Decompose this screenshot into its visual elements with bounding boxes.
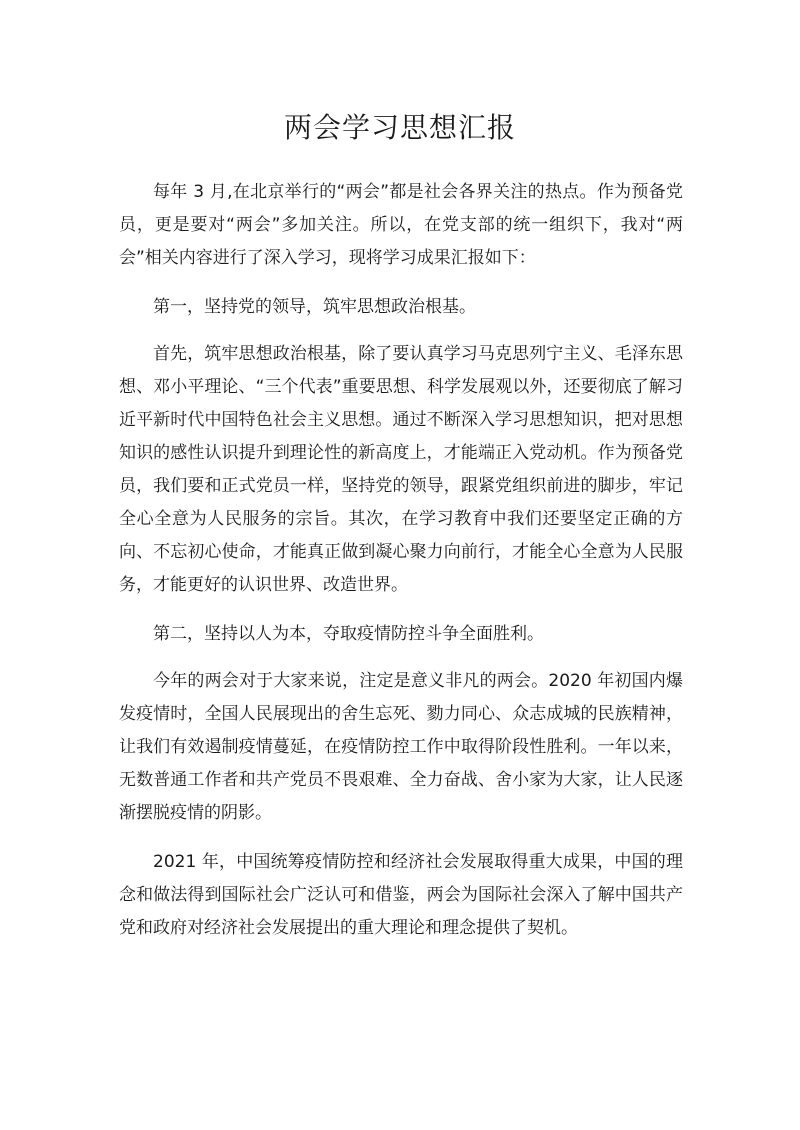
document-body — [119, 176, 683, 961]
paragraph-section-two-body: 今年的两会对于大家来说，注定是意义非凡的两会。2020 年初国内爆发疫情时，全国人民展现出的舍生忘死、勠力同心、众志成城的民族精神，让我们有效遏制疫情蔓延，在疫情防控工作中取得阶段性胜利。一年以来，无数普通工作者和共产党员不畏艰难、全力奋战、舍小家为大家，让人民逐渐摆脱疫情的阴影。 — [119, 671, 683, 823]
paragraph-section-two-heading: 第二，坚持以人为本，夺取疫情防控斗争全面胜利。 — [153, 624, 544, 644]
paragraph-section-one-heading: 第一，坚持党的领导，筑牢思想政治根基。 — [153, 297, 476, 317]
paragraph-intro: 每年 3 月,在北京举行的“两会”都是社会各界关注的热点。作为预备党员，更是要对“两会”多加关注。所以，在党支部的统一组织下，我对“两会”相关内容进行了深入学习，现将学习成果汇报如下： — [119, 182, 683, 268]
paragraph-section-one-body: 首先，筑牢思想政治根基，除了要认真学习马克思列宁主义、毛泽东思想、邓小平理论、“三个代表”重要思想、科学发展观以外，还要彻底了解习近平新时代中国特色社会主义思想。通过不断深入学习思想知识，把对思想知识的感性认识提升到理论性的新高度上，才能端正入党动机。作为预备党员，我们要和正式党员一样，坚持党的领导，跟紧党组织前进的脚步，牢记全心全意为人民服务的宗旨。其次，在学习教育中我们还要坚定正确的方向、不忘初心使命，才能真正做到凝心聚力向前行，才能全心全意为人民服务，才能更好的认识世界、改造世界。 — [119, 344, 683, 595]
document-title: 两会学习思想汇报 — [283, 111, 516, 144]
paragraph-2021-summary: 2021 年，中国统筹疫情防控和经济社会发展取得重大成果，中国的理念和做法得到国际社会广泛认可和借鉴，两会为国际社会深入了解中国共产党和政府对经济社会发展提出的重大理论和理念提供了契机。 — [119, 852, 683, 938]
